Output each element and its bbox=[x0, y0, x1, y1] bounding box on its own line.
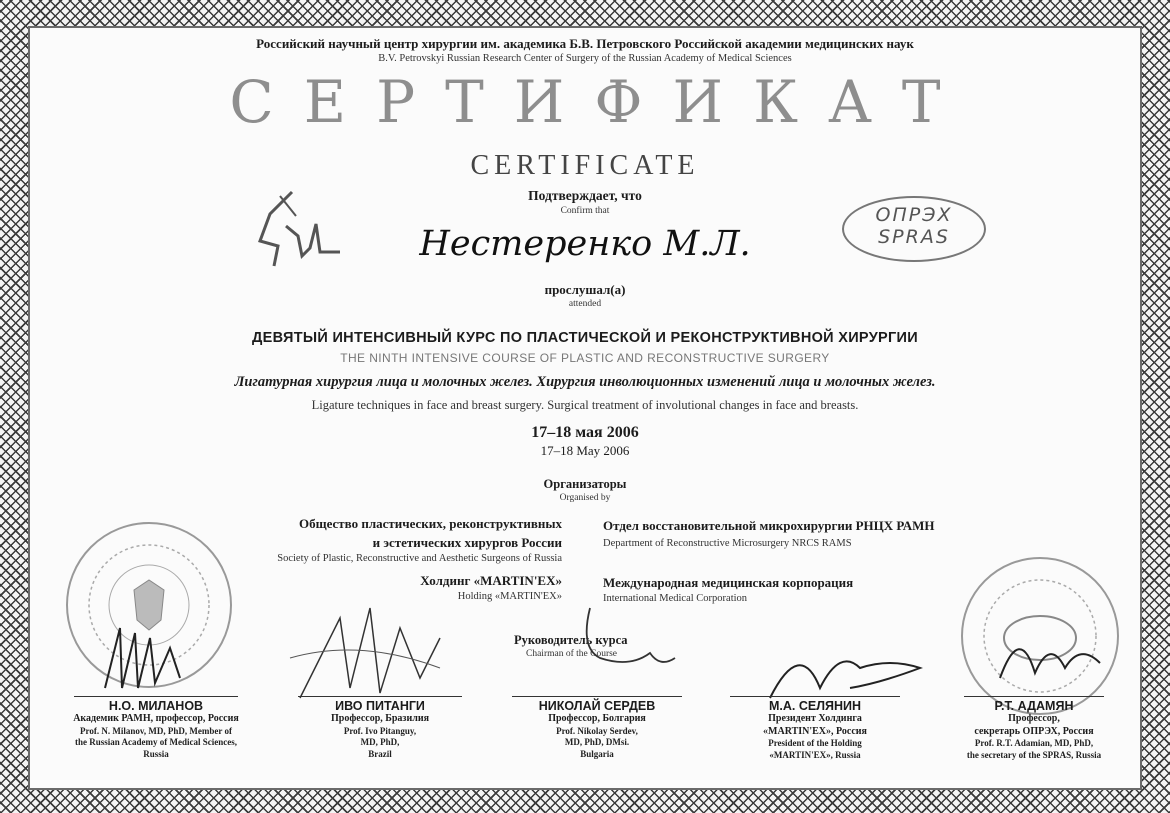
signatory-title: Профессор, bbox=[1008, 713, 1060, 724]
org-imc-ru: Международная медицинская корпорация bbox=[603, 575, 854, 590]
org-dept-en: Department of Reconstructive Microsurgery NRCS RAMS bbox=[603, 538, 852, 549]
signatory-pitanguy bbox=[298, 696, 462, 761]
signatory-en-line3: Brazil bbox=[368, 748, 392, 759]
dates-en: 17–18 May 2006 bbox=[540, 443, 630, 458]
signatory-name: М.А. СЕЛЯНИН bbox=[730, 696, 900, 713]
course-topic-en: Ligature techniques in face and breast surgery. Surgical treatment of involutional changes in face and breasts. bbox=[311, 398, 859, 412]
organizers-label-en: Organised by bbox=[559, 493, 611, 503]
signatory-name: Н.О. МИЛАНОВ bbox=[74, 696, 238, 713]
attended-ru: прослушал(а) bbox=[544, 282, 626, 297]
institution-en: B.V. Petrovskyi Russian Research Center of Surgery of the Russian Academy of Medical Sciences bbox=[378, 53, 792, 64]
signatory-name: НИКОЛАЙ СЕРДЕВ bbox=[512, 696, 682, 713]
signatory-en-line2: the Russian Academy of Medical Sciences, bbox=[75, 737, 237, 748]
org-imc-en: International Medical Corporation bbox=[603, 593, 748, 604]
signatory-adamian bbox=[934, 696, 1134, 761]
course-title-en: THE NINTH INTENSIVE COURSE OF PLASTIC AND RECONSTRUCTIVE SURGERY bbox=[340, 351, 830, 365]
signatory-title-line2: секретарь ОПРЭХ, Россия bbox=[974, 725, 1094, 737]
signatory-serdev bbox=[512, 696, 682, 761]
signatory-en-line1: President of the Holding bbox=[768, 738, 862, 748]
title-en: CERTIFICATE bbox=[470, 150, 700, 181]
signatory-title: Академик РАМН, профессор, Россия bbox=[73, 713, 239, 724]
signatory-en-line2: MD, PhD, bbox=[360, 737, 400, 748]
signatory-title-line2: «MARTIN'EX», Россия bbox=[763, 725, 867, 737]
signatory-selyanin bbox=[730, 696, 900, 761]
signature-serdev bbox=[570, 598, 680, 688]
course-title-ru: ДЕВЯТЫЙ ИНТЕНСИВНЫЙ КУРС ПО ПЛАСТИЧЕСКОЙ И РЕКОНСТРУКТИВНОЙ ХИРУРГИИ bbox=[252, 330, 918, 346]
recipient-name: Нестеренко М.Л. bbox=[419, 224, 751, 264]
org-society-ru1: Общество пластических, реконструктивных bbox=[298, 516, 562, 531]
institution-ru: Российский научный центр хирургии им. академика Б.В. Петровского Российской академии медицинских наук bbox=[256, 36, 914, 51]
signature-pitanguy bbox=[280, 598, 450, 708]
signatory-en-line3: Russia bbox=[143, 748, 169, 759]
signatory-name: ИВО ПИТАНГИ bbox=[298, 696, 462, 713]
dates-ru: 17–18 мая 2006 bbox=[531, 424, 639, 441]
attended-en: attended bbox=[568, 299, 602, 309]
spras-logo-line1: ОПРЭХ bbox=[875, 204, 953, 226]
signatory-en-line1: Prof. R.T. Adamian, MD, PhD, bbox=[974, 738, 1094, 748]
org-society-ru2: и эстетических хирургов России bbox=[372, 535, 562, 550]
course-topic-ru: Лигатурная хирургия лица и молочных желез. Хирургия инволюционных изменений лица и молочных желез. bbox=[234, 374, 936, 390]
org-society-en: Society of Plastic, Reconstructive and Aesthetic Surgeons of Russia bbox=[277, 553, 562, 564]
signatory-en-line2: «MARTIN'EX», Russia bbox=[769, 749, 861, 760]
signatory-en-line2: MD, PhD, DMsi. bbox=[564, 737, 630, 748]
signatory-title: Президент Холдинга bbox=[768, 713, 862, 724]
spras-logo-line2: SPRAS bbox=[878, 226, 950, 248]
signature-adamian bbox=[990, 618, 1110, 698]
org-holding-ru: Холдинг «MARTIN'EX» bbox=[420, 573, 562, 588]
signatory-title: Профессор, Бразилия bbox=[331, 713, 429, 724]
chairman-en: Chairman of the Course bbox=[526, 649, 618, 659]
title-ru: СЕРТИФИКАТ bbox=[229, 68, 971, 136]
certificate-inner-panel bbox=[30, 28, 1140, 788]
org-dept-ru: Отдел восстановительной микрохирургии РНЦХ РАМН bbox=[603, 518, 935, 533]
signatory-en-line3: Bulgaria bbox=[580, 748, 614, 759]
org-holding-en: Holding «MARTIN'EX» bbox=[457, 591, 562, 602]
signatory-milanov bbox=[36, 696, 276, 761]
signatory-en-line1: Prof. Nikolay Serdev, bbox=[556, 725, 638, 736]
organizers-label-ru: Организаторы bbox=[543, 477, 627, 491]
signatory-en-line1: Prof. Ivo Pitanguy, bbox=[343, 725, 417, 736]
signatory-en-line1: Prof. N. Milanov, MD, PhD, Member of bbox=[80, 725, 232, 736]
signatory-title: Профессор, Болгария bbox=[548, 713, 646, 724]
signature-milanov bbox=[100, 618, 190, 698]
signatory-en-line2: the secretary of the SPRAS, Russia bbox=[966, 749, 1102, 760]
chairman-ru: Руководитель курса bbox=[514, 633, 628, 647]
signatory-name: Р.Т. АДАМЯН bbox=[964, 696, 1104, 713]
confirm-en: Confirm that bbox=[560, 206, 610, 216]
confirm-ru: Подтверждает, что bbox=[528, 188, 642, 203]
